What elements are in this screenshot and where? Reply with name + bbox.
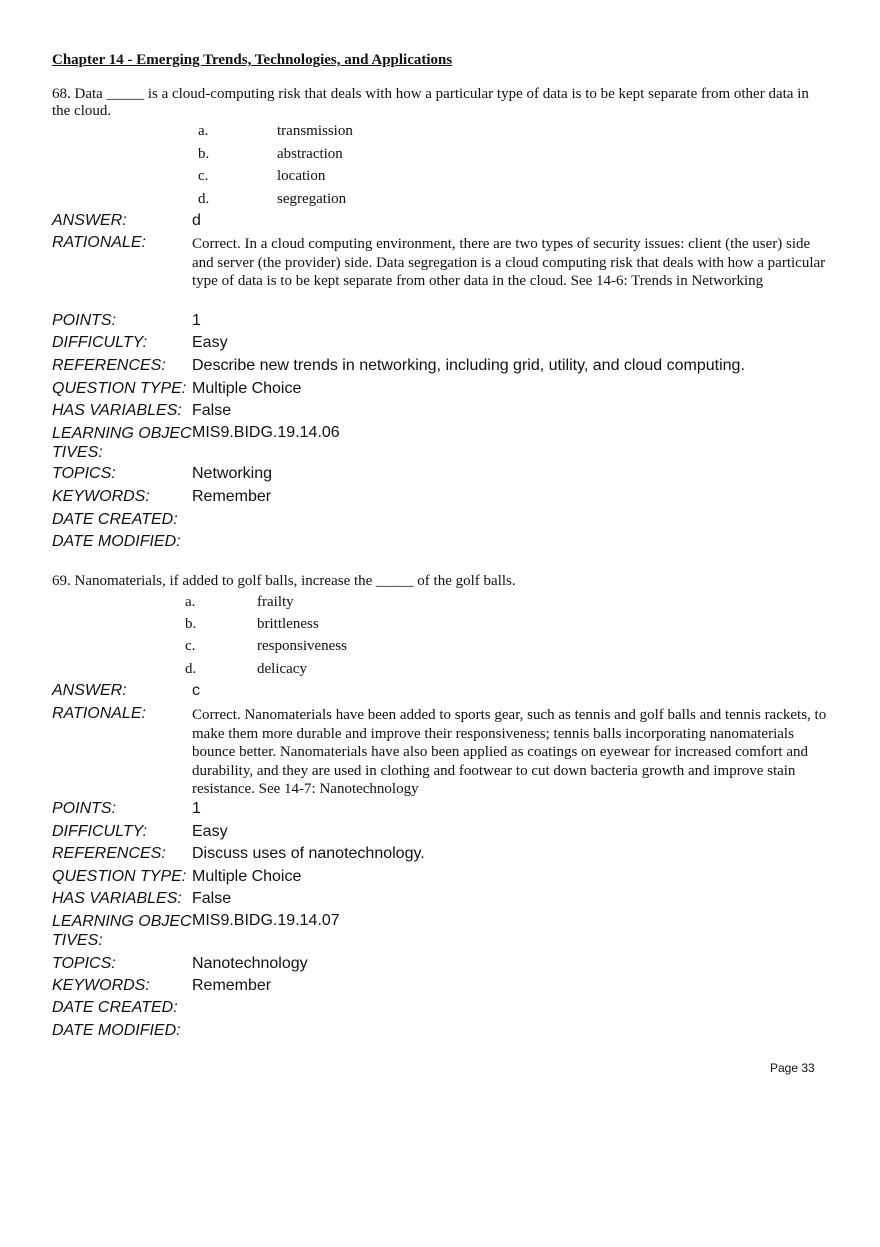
q69-has-variables-value: False [192,890,232,907]
q68-has-variables-value: False [192,402,232,419]
q69-option-a-letter: a. [185,594,196,610]
q68-option-b-text: abstraction [277,146,343,162]
q69-keywords-label: KEYWORDS: [52,977,150,994]
q68-points-value: 1 [192,312,201,329]
q69-references-label: REFERENCES: [52,845,166,862]
q69-rationale-text: Correct. Nanomaterials have been added to sports gear, such as tennis and golf balls and tennis rackets, to make them more durable and improve their responsiveness; tennis balls incorporating nanomaterials bounce better. Nanomaterials have also been applied as coatings on eyewear for increased comfort and durability, and they are used in clothing and footwear to cut down bacteria growth and improve stain resistance. See 14-7: Nanotechnology [192,707,827,797]
q68-answer-value: d [192,212,201,229]
q68-learning-objectives-value: MIS9.BIDG.19.14.06 [192,424,340,441]
q68-option-c-letter: c. [198,168,209,184]
q68-option-b-letter: b. [198,146,210,162]
q68-question-type-label: QUESTION TYPE: [52,380,187,397]
q68-option-d-letter: d. [198,191,210,207]
q69-option-d-letter: d. [185,661,197,677]
q68-learning-objectives-label: LEARNING OBJECTIVES: [52,425,192,461]
q68-references-value: Describe new trends in networking, including grid, utility, and cloud computing. [192,357,745,374]
q69-points-label: POINTS: [52,800,117,817]
q69-learning-objectives-value: MIS9.BIDG.19.14.07 [192,912,340,929]
q69-question-type-label: QUESTION TYPE: [52,868,187,885]
q68-difficulty-value: Easy [192,334,228,351]
q68-keywords-label: KEYWORDS: [52,488,150,505]
q68-rationale-label: RATIONALE: [52,234,146,251]
q69-date-modified-label: DATE MODIFIED: [52,1022,181,1039]
q69-topics-value: Nanotechnology [192,955,308,972]
q69-option-c-text: responsiveness [257,638,347,654]
q69-topics-label: TOPICS: [52,955,116,972]
q69-date-created-label: DATE CREATED: [52,999,178,1016]
q68-topics-label: TOPICS: [52,465,116,482]
q69-option-a-text: frailty [257,594,294,610]
chapter-title: Chapter 14 - Emerging Trends, Technologies, and Applications [52,52,453,68]
q69-references-value: Discuss uses of nanotechnology. [192,845,425,862]
q68-references-label: REFERENCES: [52,357,166,374]
q69-answer-value: c [192,682,200,699]
q68-date-modified-label: DATE MODIFIED: [52,533,181,550]
q69-points-value: 1 [192,800,201,817]
q69-rationale-label: RATIONALE: [52,705,146,722]
q68-points-label: POINTS: [52,312,117,329]
q68-rationale-text: Correct. In a cloud computing environment, there are two types of security issues: client (the user) side and server (the provider) side. Data segregation is a cloud computing risk that deals with how a particular type of data is to be kept separate from other data in the cloud. See 14-6: Trends in Networking [192,236,826,289]
q68-topics-value: Networking [192,465,273,482]
q69-option-c-letter: c. [185,638,196,654]
q69-question-type-value: Multiple Choice [192,868,302,885]
q68-answer-label: ANSWER: [52,212,127,229]
q69-option-b-letter: b. [185,616,197,632]
q68-option-d-text: segregation [277,191,347,207]
q69-keywords-value: Remember [192,977,272,994]
q69-learning-objectives-label: LEARNING OBJECTIVES: [52,913,192,949]
q69-option-b-text: brittleness [257,616,319,632]
question-68-text: 68. Data _____ is a cloud-computing risk that deals with how a particular type of data is to be kept separate from other data in the cloud. [52,86,809,119]
q68-difficulty-label: DIFFICULTY: [52,334,148,351]
q68-option-a-text: transmission [277,123,353,139]
q68-keywords-value: Remember [192,488,272,505]
q69-difficulty-value: Easy [192,823,228,840]
q68-option-a-letter: a. [198,123,209,139]
q68-has-variables-label: HAS VARIABLES: [52,402,182,419]
q69-difficulty-label: DIFFICULTY: [52,823,148,840]
q69-answer-label: ANSWER: [52,682,127,699]
q68-option-c-text: location [277,168,326,184]
question-69-text: 69. Nanomaterials, if added to golf balls, increase the _____ of the golf balls. [52,573,516,589]
page-number: Page 33 [770,1061,815,1075]
q69-option-d-text: delicacy [257,661,307,677]
q68-question-type-value: Multiple Choice [192,380,302,397]
q68-date-created-label: DATE CREATED: [52,511,178,528]
q69-has-variables-label: HAS VARIABLES: [52,890,182,907]
